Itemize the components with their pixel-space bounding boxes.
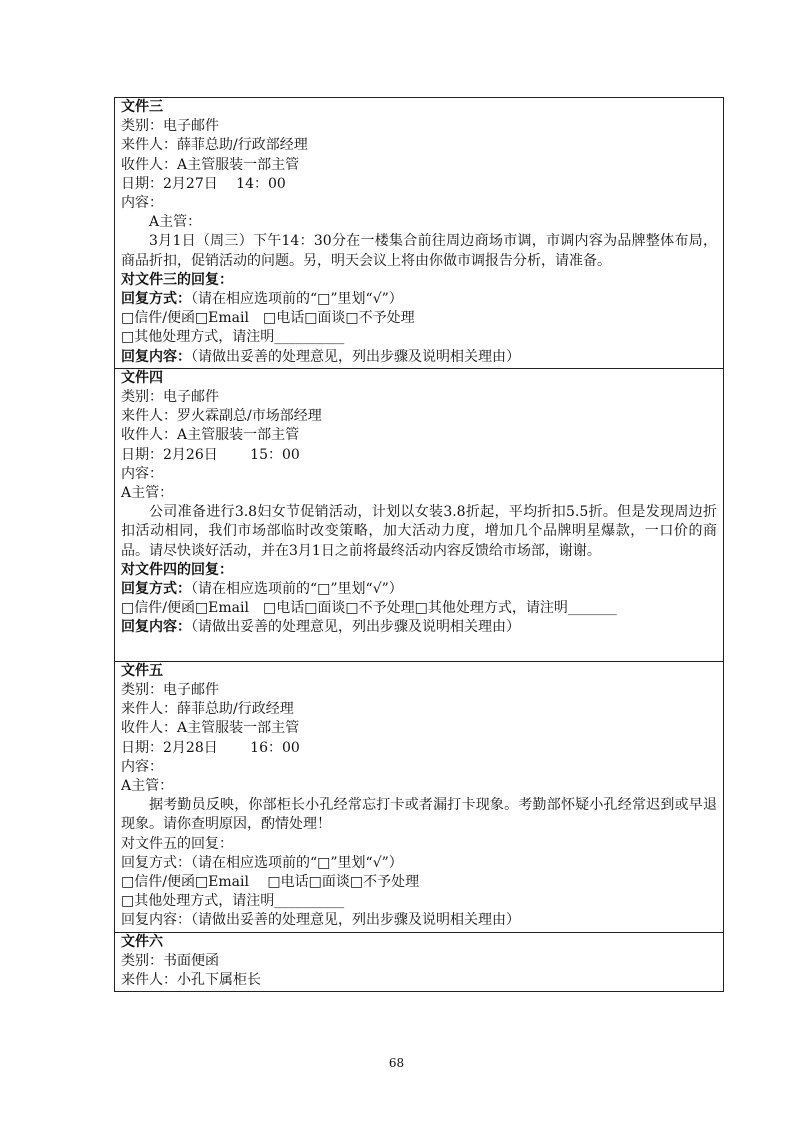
- reply-content-line: [121, 348, 717, 367]
- reply-options-line[interactable]: □信件/便函□Email □电话□面谈□不予处理: [121, 310, 415, 327]
- document-title: 文件六: [121, 933, 163, 950]
- sender-line: 来件人：罗火霖副总/市场部经理: [121, 408, 322, 425]
- sender-line: 来件人：薛菲总助/行政部经理: [121, 137, 308, 154]
- reply-other-option-line[interactable]: □其他处理方式，请注明__________: [121, 329, 345, 346]
- reply-content-note: （请做出妥善的处理意见，列出步骤及说明相关理由）: [191, 348, 520, 365]
- reply-method-label: 回复方式：: [121, 581, 191, 598]
- reply-other-option-line[interactable]: □其他处理方式，请注明__________: [121, 893, 345, 910]
- reply-method-line: [121, 290, 717, 309]
- document-section-4: [115, 369, 723, 662]
- body-text: 3月1日（周三）下午14：30分在一楼集合前往周边商场市调，市调内容为品牌整体布局，商品折扣，促销活动的问题。另，明天会议上将由你做市调报告分析，请准备。: [121, 233, 717, 269]
- reply-content-line: [121, 618, 717, 637]
- content-label: 内容：: [121, 195, 163, 212]
- reply-method-note: （请在相应选项前的“□”里划“√”）: [191, 291, 403, 308]
- reply-title: 对文件三的回复：: [121, 271, 233, 288]
- document-title: 文件四: [121, 369, 163, 386]
- recipient-line: 收件人：A主管服装一部主管: [121, 427, 300, 444]
- greeting: A主管：: [121, 777, 174, 794]
- body-text: 公司准备进行3.8妇女节促销活动，计划以女装3.8折起，平均折扣5.5折。但是发现周边折扣活动相同，我们市场部临时改变策略，加大活动力度，增加几个品牌明星爆款，一口价的商品。请尽快谈好活动，并在3月1日之前将最终活动内容反馈给市场部，谢谢。: [121, 504, 717, 559]
- reply-options-line[interactable]: □信件/便函□Email □电话□面谈□不予处理: [121, 873, 420, 890]
- reply-method-label: 回复方式：: [121, 291, 191, 308]
- reply-title: 对文件五的回复：: [121, 835, 233, 852]
- greeting: A主管：: [121, 485, 174, 502]
- category-line: 类别：电子邮件: [121, 389, 219, 406]
- reply-method-line: [121, 580, 717, 599]
- date-line: 日期：2月28日 16：00: [121, 739, 300, 756]
- sender-line: 来件人：薛菲总助/行政经理: [121, 701, 294, 718]
- page-number: 68: [388, 1056, 405, 1070]
- reply-method-note: （请在相应选项前的“□”里划“√”）: [191, 581, 403, 598]
- category-line: 类别：电子邮件: [121, 118, 219, 135]
- recipient-line: 收件人：A主管服装一部主管: [121, 720, 300, 737]
- body-text: 据考勤员反映，你部柜长小孔经常忘打卡或者漏打卡现象。考勤部怀疑小孔经常迟到或早退现象。请你查明原因，酌情处理！: [121, 797, 717, 833]
- date-line: 日期：2月26日 15：00: [121, 446, 300, 463]
- recipient-line: 收件人：A主管服装一部主管: [121, 156, 300, 173]
- reply-method-line: 回复方式：（请在相应选项前的“□”里划“√”）: [121, 854, 403, 871]
- reply-content-label: 回复内容：: [121, 619, 191, 636]
- content-label: 内容：: [121, 465, 163, 482]
- content-label: 内容：: [121, 758, 163, 775]
- document-section-3: [115, 98, 723, 369]
- sender-line: 来件人：小孔下属柜长: [121, 971, 261, 988]
- reply-options-line[interactable]: □信件/便函□Email □电话□面谈□不予处理□其他处理方式，请注明_______: [121, 600, 617, 617]
- reply-content-line: 回复内容：（请做出妥善的处理意见，列出步骤及说明相关理由）: [121, 912, 520, 929]
- category-line: 类别：电子邮件: [121, 681, 219, 698]
- document-title: 文件三: [121, 99, 163, 115]
- date-line: 日期：2月27日 14：00: [121, 175, 286, 192]
- document-title: 文件五: [121, 662, 163, 679]
- blank-answer-space[interactable]: [121, 638, 717, 660]
- reply-title: 对文件四的回复：: [121, 561, 233, 578]
- document-table: [114, 97, 724, 992]
- reply-content-note: （请做出妥善的处理意见，列出步骤及说明相关理由）: [191, 619, 520, 636]
- document-section-5: [115, 662, 723, 933]
- document-section-6: [115, 933, 723, 992]
- category-line: 类别：书面便函: [121, 952, 219, 969]
- greeting: A主管：: [149, 214, 202, 231]
- reply-content-label: 回复内容：: [121, 348, 191, 365]
